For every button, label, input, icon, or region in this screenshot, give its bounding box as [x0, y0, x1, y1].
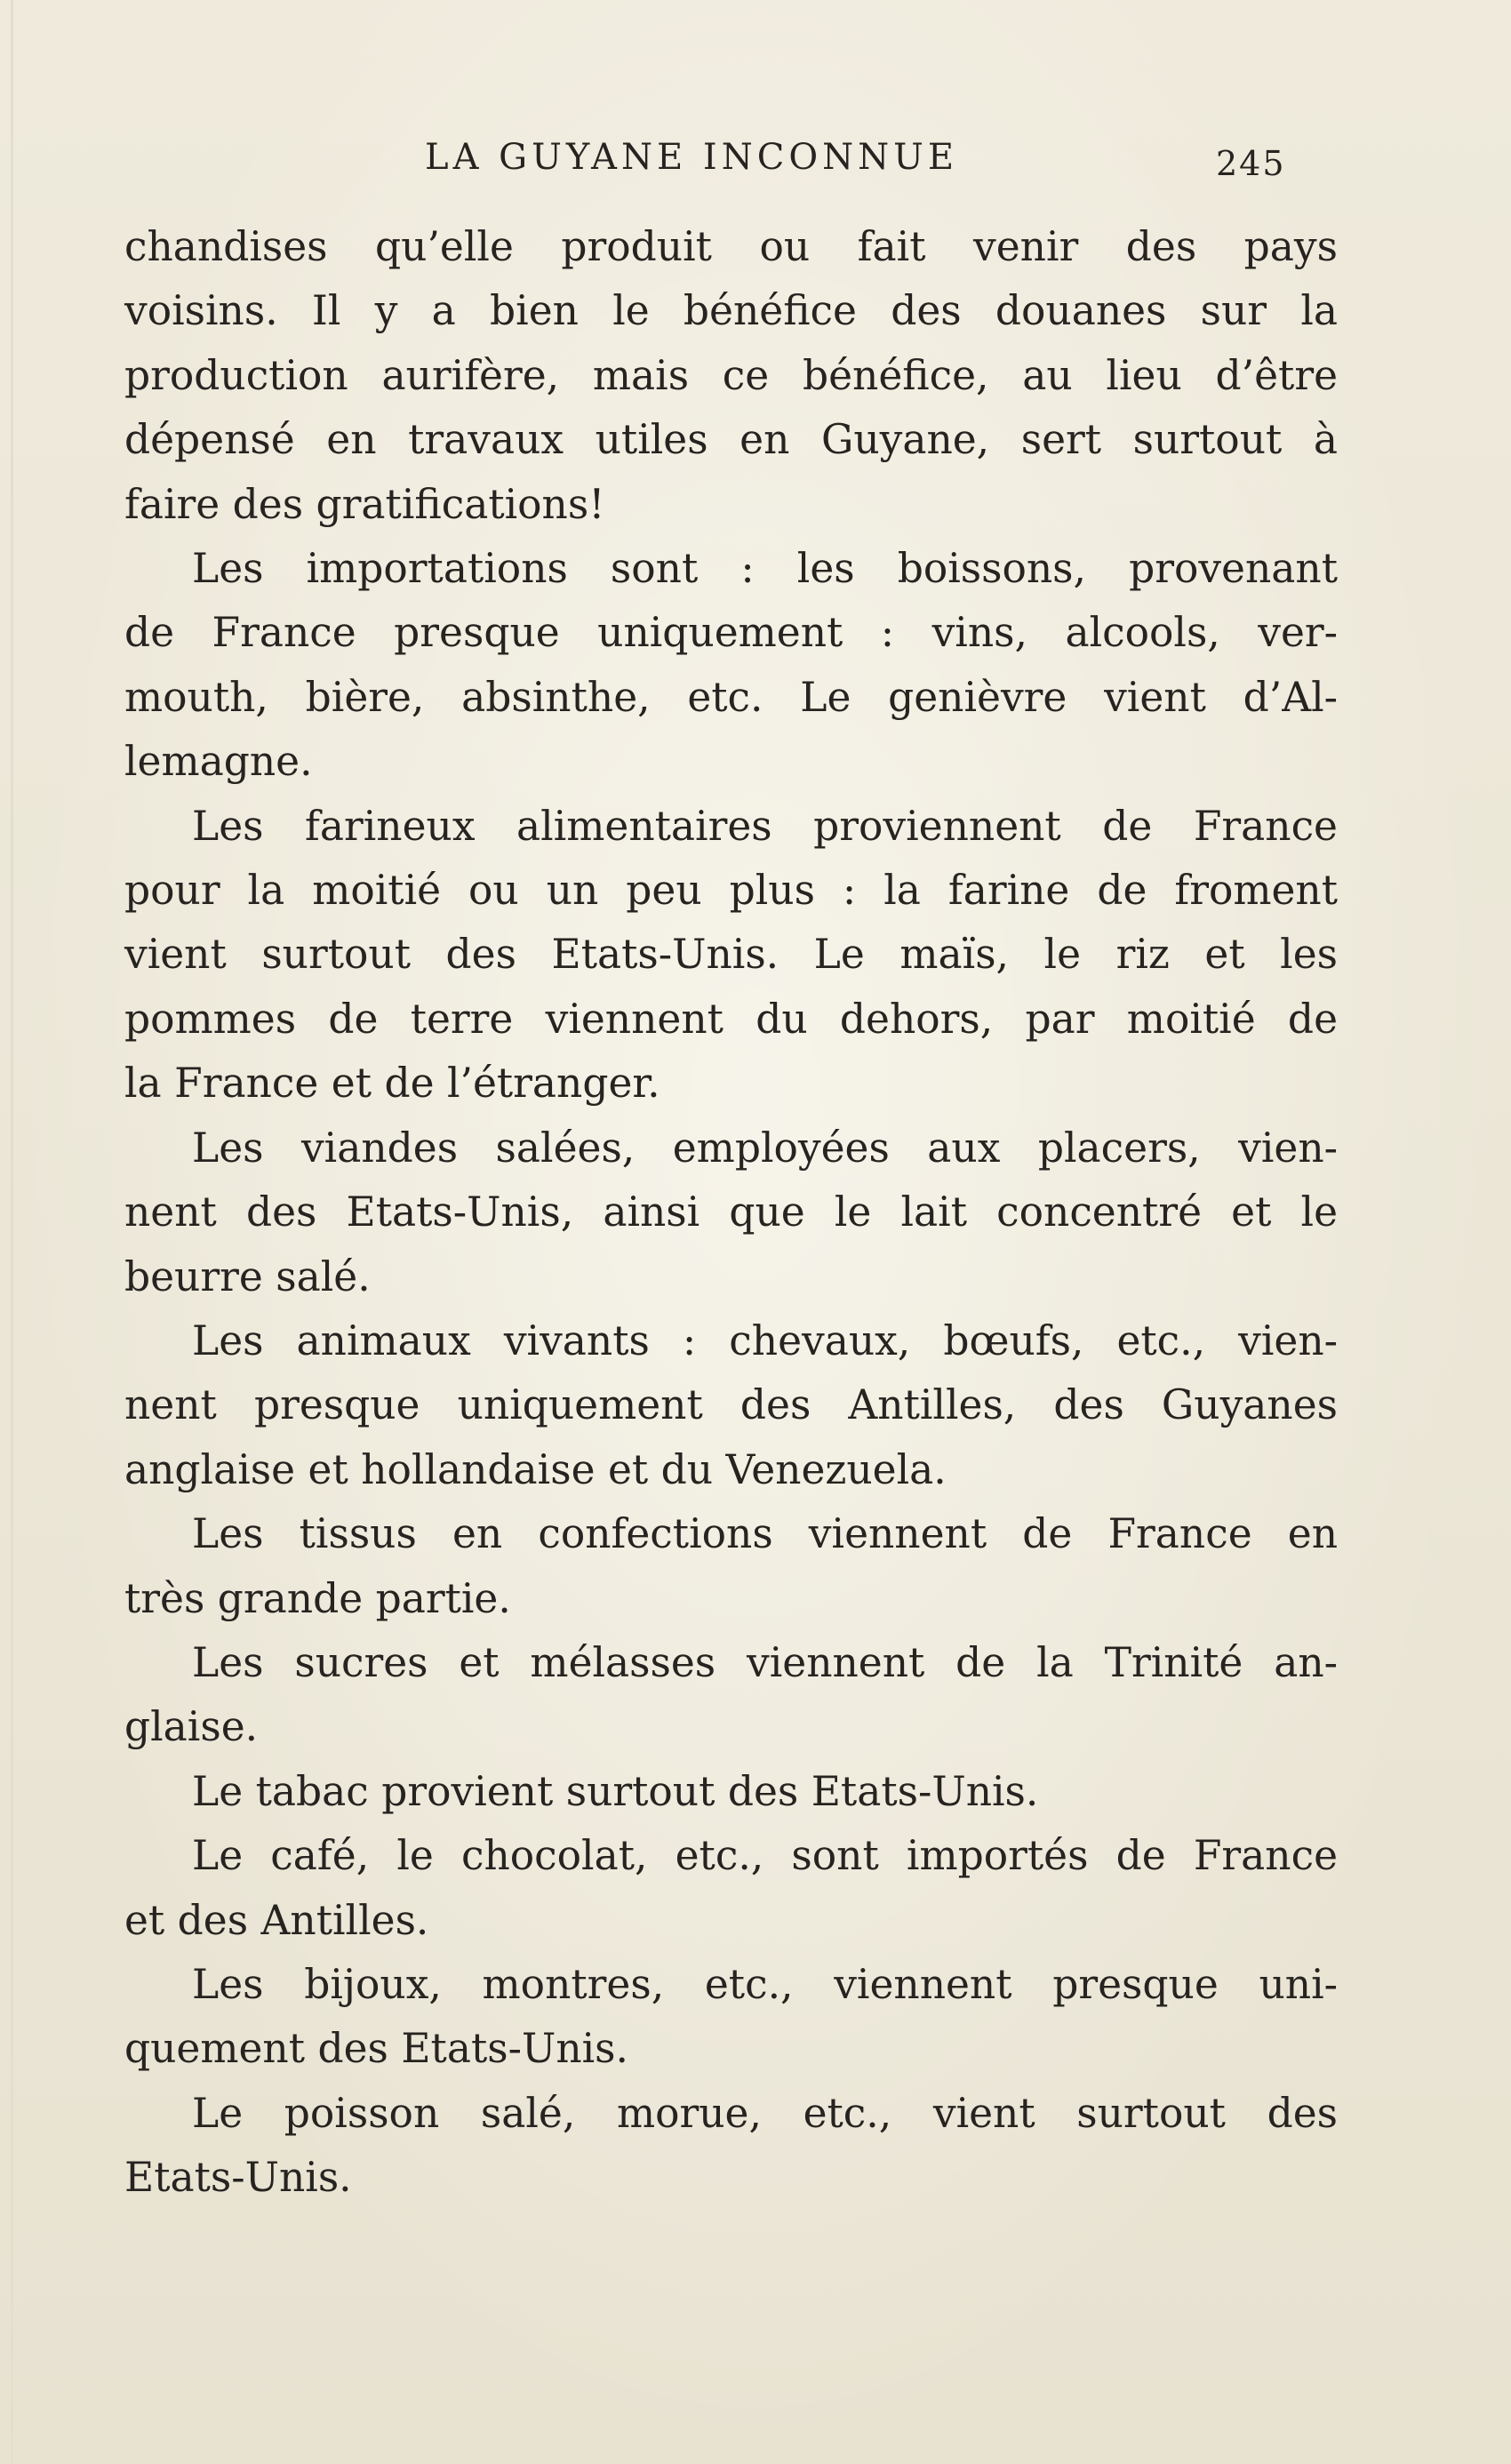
paragraph	[124, 1953, 1338, 2082]
text-line: dépensé en travaux utiles en Guyane, sert surtout à	[124, 416, 1338, 464]
running-title: LA GUYANE INCONNUE	[425, 137, 959, 178]
text-line: nent des Etats-Unis, ainsi que le lait concentré et le	[124, 1188, 1338, 1236]
text-line: de France presque uniquement : vins, alcools, ver-	[124, 609, 1338, 657]
text-line: Les importations sont : les boissons, provenant	[192, 545, 1338, 593]
paragraph	[124, 1631, 1338, 1760]
text-line: vient surtout des Etats-Unis. Le maïs, le riz et les	[124, 931, 1338, 979]
text-line: voisins. Il y a bien le bénéfice des douanes sur la	[124, 287, 1338, 335]
text-line: Le café, le chocolat, etc., sont importés de France	[192, 1832, 1338, 1880]
paragraph	[124, 1824, 1338, 1953]
page-crease-shadow	[11, 0, 13, 2464]
text-line: la France et de l’étranger.	[124, 1060, 660, 1108]
paragraph	[124, 1502, 1338, 1631]
text-line: glaise.	[124, 1703, 259, 1751]
text-line: quement des Etats-Unis.	[124, 2025, 628, 2073]
text-line: lemagne.	[124, 738, 313, 786]
text-line: production aurifère, mais ce bénéfice, au lieu d’être	[124, 351, 1338, 399]
text-line: Etats-Unis.	[124, 2154, 352, 2202]
text-line: Le tabac provient surtout des Etats-Unis.	[192, 1767, 1039, 1815]
text-line: Les animaux vivants : chevaux, bœufs, etc., vien-	[192, 1316, 1338, 1364]
running-head	[0, 133, 1511, 196]
text-line: très grande partie.	[124, 1574, 511, 1622]
text-line: Les farineux alimentaires proviennent de France	[192, 802, 1338, 850]
paragraph	[124, 537, 1338, 795]
paragraph	[124, 1116, 1338, 1309]
paragraph	[124, 215, 1338, 537]
text-line: Les sucres et mélasses viennent de la Trinité an-	[192, 1638, 1338, 1686]
paragraph	[124, 1309, 1338, 1502]
paragraph	[124, 795, 1338, 1116]
paragraph	[124, 2082, 1338, 2211]
paragraph	[124, 1760, 1338, 1824]
text-line: faire des gratifications!	[124, 480, 605, 528]
text-line: beurre salé.	[124, 1252, 371, 1300]
text-line: mouth, bière, absinthe, etc. Le genièvre vient d’Al-	[124, 673, 1338, 721]
text-line: pommes de terre viennent du dehors, par moitié de	[124, 995, 1338, 1043]
text-line: Les tissus en confections viennent de France en	[192, 1510, 1338, 1558]
text-line: pour la moitié ou un peu plus : la farine de froment	[124, 867, 1338, 915]
body-text	[124, 215, 1338, 2211]
text-line: Les viandes salées, employées aux placers, vien-	[192, 1124, 1338, 1172]
text-line: anglaise et hollandaise et du Venezuela.	[124, 1445, 947, 1493]
page-number: 245	[1216, 144, 1286, 183]
text-line: Les bijoux, montres, etc., viennent presque uni-	[192, 1960, 1338, 2008]
text-line: nent presque uniquement des Antilles, des Guyanes	[124, 1381, 1338, 1429]
text-line: chandises qu’elle produit ou fait venir des pays	[124, 223, 1338, 270]
text-line: Le poisson salé, morue, etc., vient surtout des	[192, 2089, 1338, 2137]
text-line: et des Antilles.	[124, 1896, 429, 1944]
